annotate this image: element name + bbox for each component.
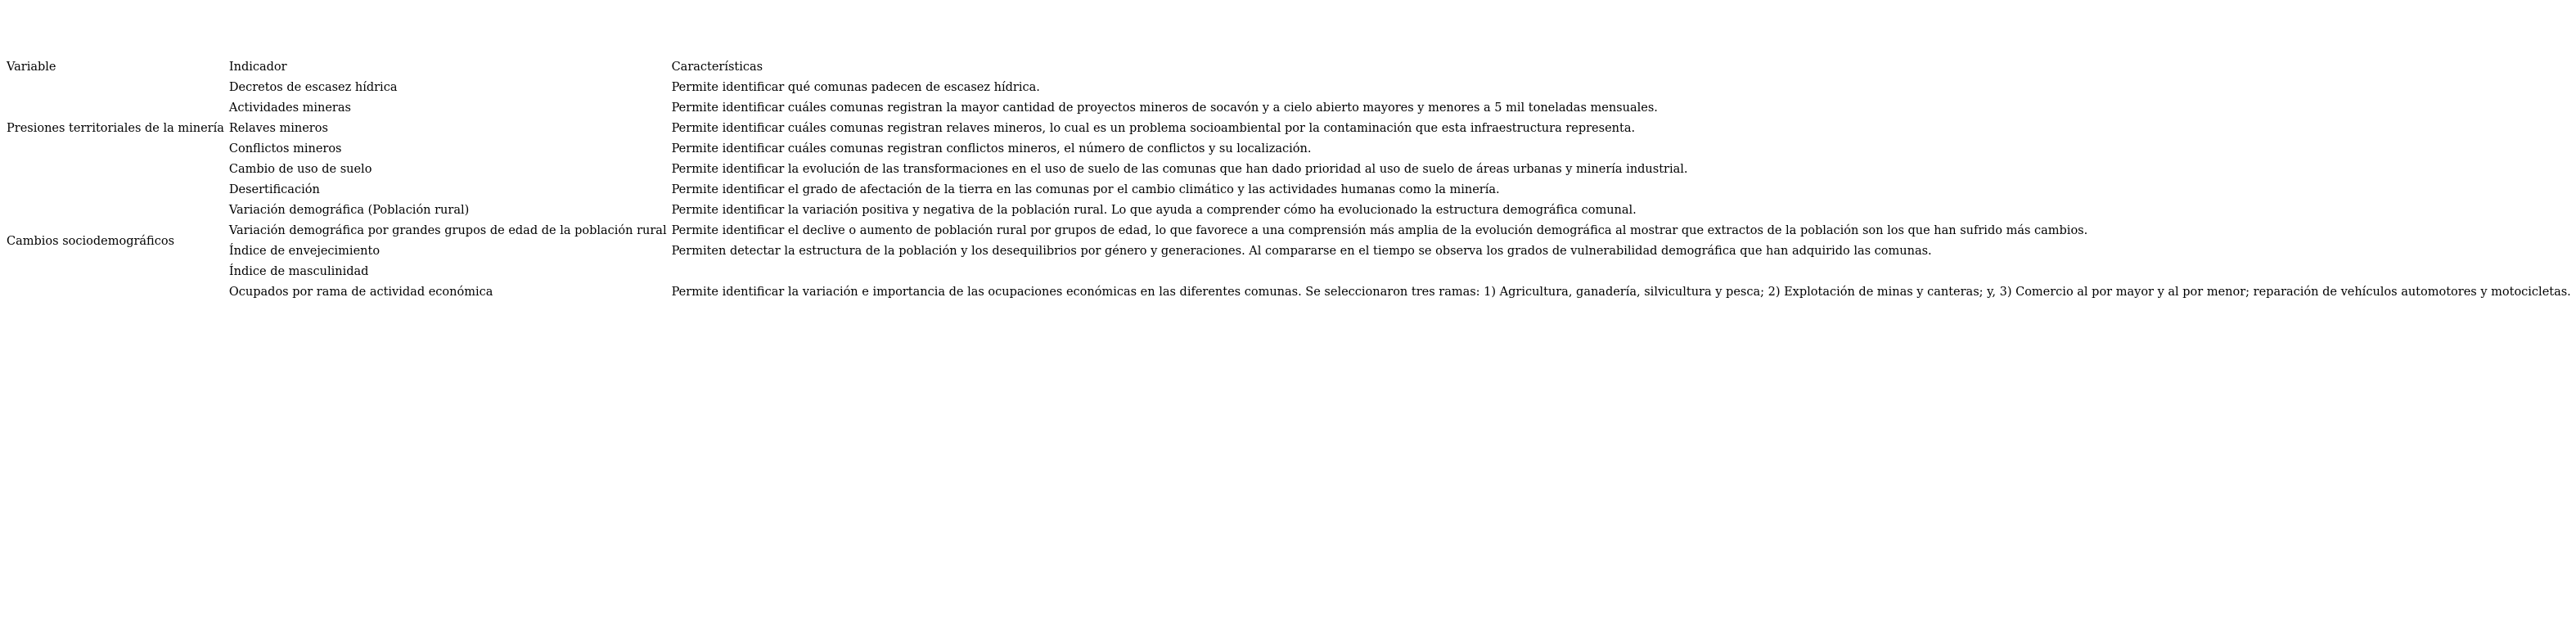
- table-row: [7, 282, 2576, 303]
- indicators-table: [7, 57, 2576, 303]
- characteristics-cell: Permiten detectar la estructura de la población y los desequilibrios por género y generaciones. Al compararse en el tiempo se observa los grados de vulnerabilidad demográfica que han adquirido las comunas.: [671, 245, 1932, 258]
- table-header: [7, 57, 2576, 78]
- characteristics-cell: Permite identificar el grado de afectación de la tierra en las comunas por el cambio climático y las actividades humanas como la minería.: [671, 183, 1500, 196]
- characteristics-cell: Permite identificar la variación e importancia de las ocupaciones económicas en las diferentes comunas. Se seleccionaron tres ramas: 1) Agricultura, ganadería, silvicultura y pesca; 2) Explotación de minas y canteras; y, 3) Comercio al por mayor y al por menor; reparación de vehículos automotores y motocicletas.: [671, 286, 2571, 299]
- table-row: [7, 262, 2576, 282]
- indicator-cell: Actividades mineras: [228, 101, 351, 115]
- header-indicator: Indicador: [228, 61, 287, 74]
- table-row: [7, 200, 2576, 221]
- indicator-cell: Cambio de uso de suelo: [228, 163, 372, 176]
- table-row: [7, 160, 2576, 180]
- variable-cell: Presiones territoriales de la minería: [7, 122, 224, 135]
- characteristics-cell: Permite identificar cuáles comunas registran conflictos mineros, el número de conflictos y su localización.: [671, 142, 1312, 155]
- indicator-cell: Ocupados por rama de actividad económica: [228, 286, 493, 299]
- table-row: [7, 139, 2576, 160]
- table-row: [7, 241, 2576, 262]
- table-row: [7, 180, 2576, 200]
- characteristics-cell: Permite identificar la evolución de las transformaciones en el uso de suelo de las comunas que han dado prioridad al uso de suelo de áreas urbanas y minería industrial.: [671, 163, 1688, 176]
- indicator-cell: Variación demográfica por grandes grupos de edad de la población rural: [228, 224, 667, 237]
- header-row: [7, 57, 2576, 78]
- indicator-cell: Desertificación: [228, 183, 320, 196]
- characteristics-cell: Permite identificar la variación positiva y negativa de la población rural. Lo que ayuda a comprender cómo ha evolucionado la estructura demográfica comunal.: [671, 204, 1637, 217]
- indicator-cell: Decretos de escasez hídrica: [228, 81, 398, 94]
- header-variable: Variable: [7, 61, 56, 74]
- variable-cell: Cambios sociodemográficos: [7, 234, 175, 248]
- table-row: [7, 98, 2576, 119]
- indicator-cell: Relaves mineros: [228, 122, 328, 135]
- table-row: [7, 221, 2576, 241]
- indicator-cell: Índice de envejecimiento: [228, 245, 381, 258]
- table-row: [7, 119, 2576, 139]
- table-body: [7, 78, 2576, 303]
- characteristics-cell: Permite identificar cuáles comunas registran relaves mineros, lo cual es un problema socioambiental por la contaminación que esta infraestructura representa.: [671, 122, 1636, 135]
- characteristics-cell: Permite identificar qué comunas padecen de escasez hídrica.: [671, 81, 1040, 94]
- indicator-cell: Conflictos mineros: [228, 142, 342, 155]
- characteristics-cell: [672, 262, 2576, 282]
- indicator-cell: Variación demográfica (Población rural): [228, 204, 470, 217]
- characteristics-cell: Permite identificar el declive o aumento de población rural por grupos de edad, lo que favorece a una comprensión más amplia de la evolución demográfica al mostrar que extractos de la población son los que han sufrido más cambios.: [671, 224, 2088, 237]
- characteristics-cell: Permite identificar cuáles comunas registran la mayor cantidad de proyectos mineros de socavón y a cielo abierto mayores y menores a 5 mil toneladas mensuales.: [671, 101, 1658, 115]
- indicator-cell: Índice de masculinidad: [228, 265, 369, 278]
- table-row: [7, 78, 2576, 98]
- header-characteristics: Características: [671, 61, 763, 74]
